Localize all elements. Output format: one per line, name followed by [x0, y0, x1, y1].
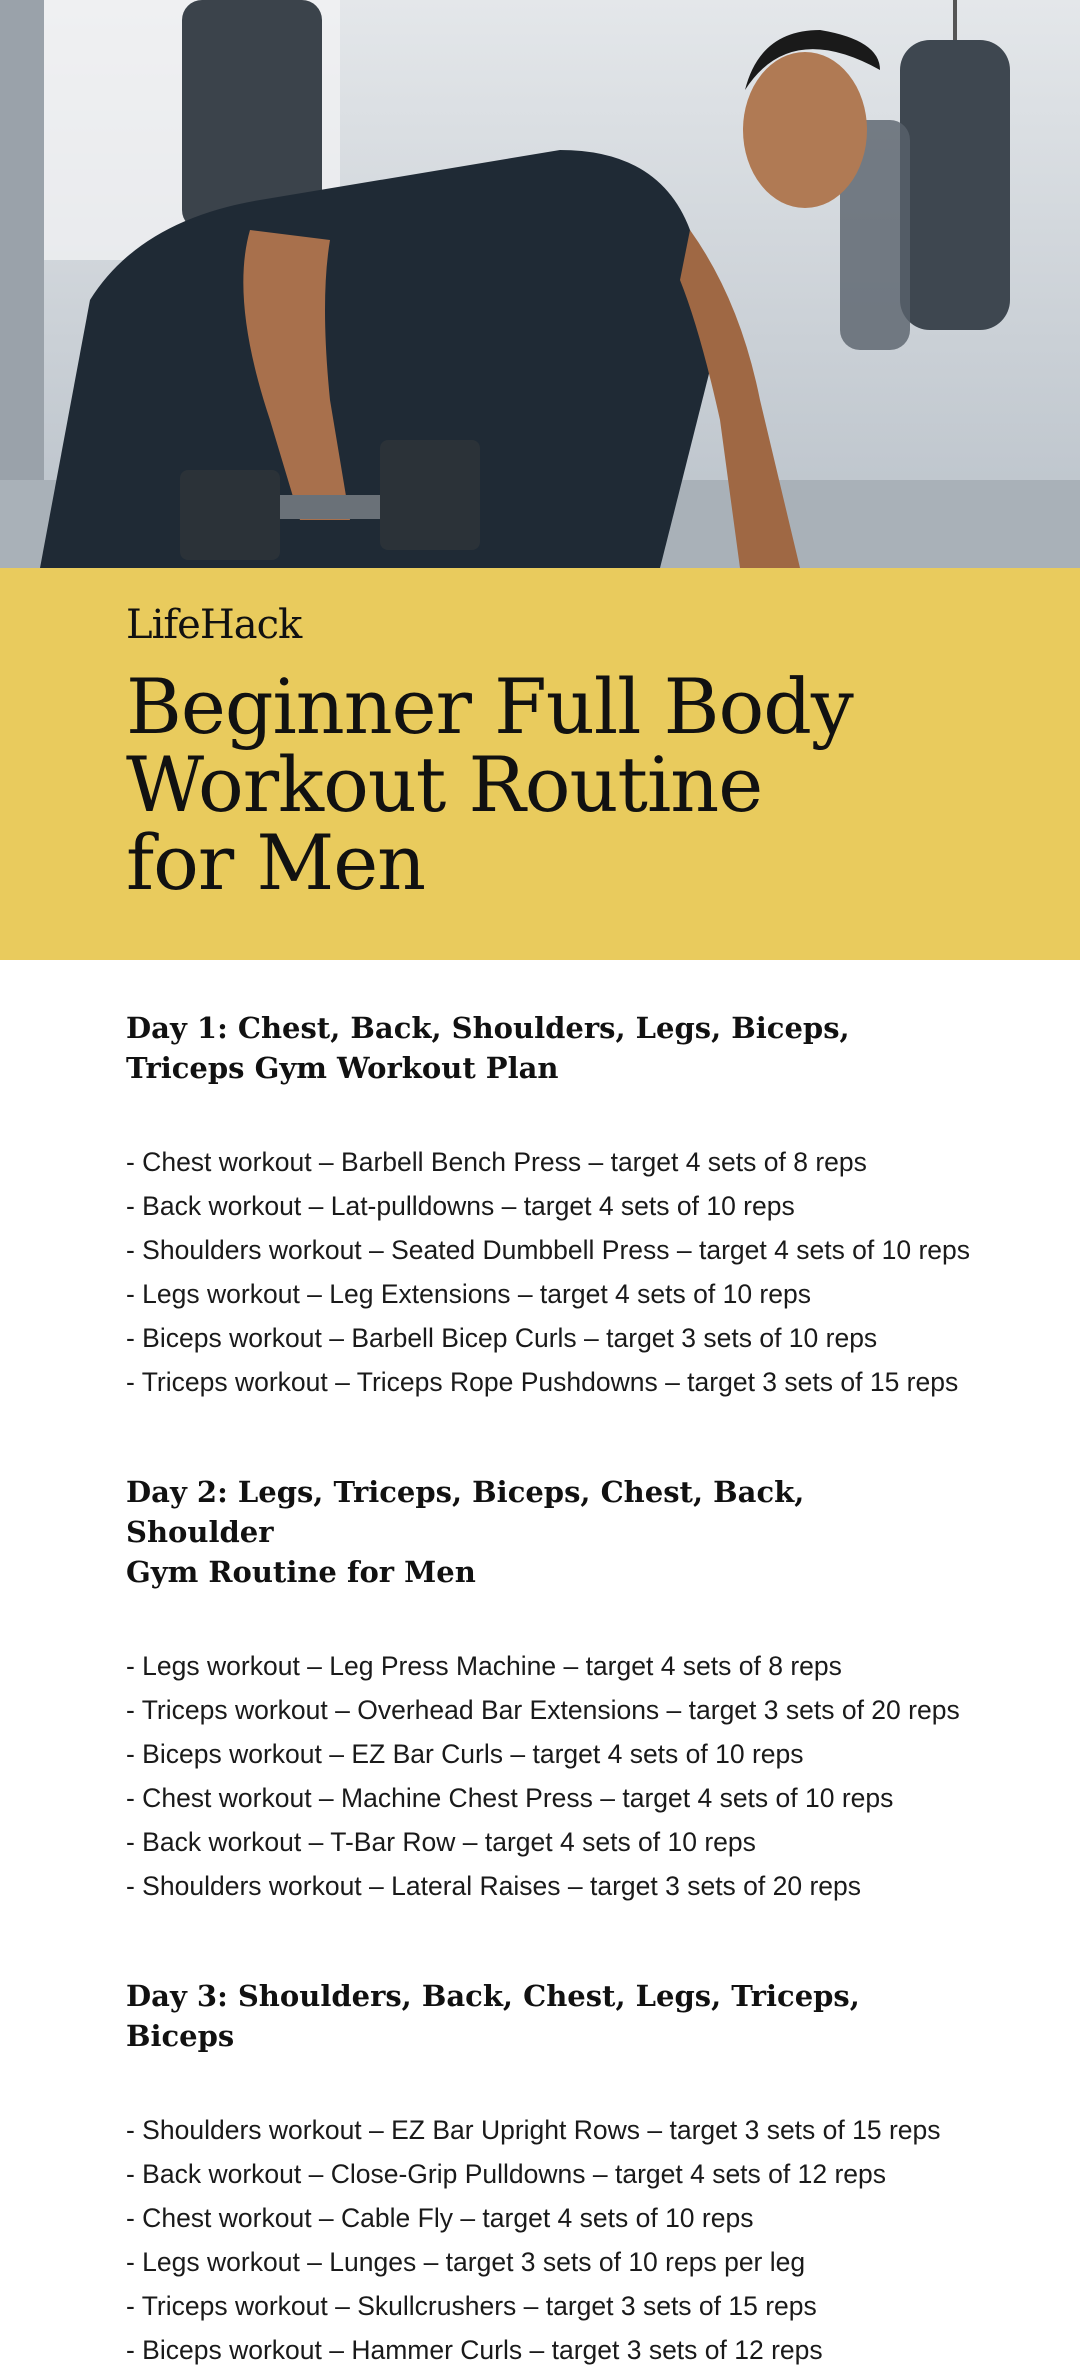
title-line: Beginner Full Body	[126, 662, 853, 751]
heading-line: Triceps Gym Workout Plan	[126, 1051, 559, 1085]
day-2-section	[126, 1472, 960, 1908]
hero-image	[0, 0, 1080, 568]
day-1-section	[126, 1008, 971, 1404]
title-line: for Men	[126, 818, 426, 907]
heading-line: Day 1: Chest, Back, Shoulders, Legs, Biceps,	[126, 1011, 850, 1045]
exercise-item: - Back workout – Close-Grip Pulldowns – target 4 sets of 12 reps	[126, 2159, 887, 2189]
day-3-section	[126, 1976, 954, 2372]
exercise-item: - Legs workout – Leg Extensions – target 4 sets of 10 reps	[126, 1279, 811, 1309]
day-1-exercise-list	[126, 1140, 971, 1404]
day-1-heading	[126, 1008, 886, 1088]
exercise-item: - Shoulders workout – Seated Dumbbell Press – target 4 sets of 10 reps	[126, 1235, 971, 1265]
exercise-item: - Triceps workout – Triceps Rope Pushdowns – target 3 sets of 15 reps	[126, 1367, 959, 1397]
exercise-item: - Back workout – Lat-pulldowns – target 4 sets of 10 reps	[126, 1191, 795, 1221]
day-2-heading	[126, 1472, 886, 1592]
exercise-item: - Shoulders workout – EZ Bar Upright Rows – target 3 sets of 15 reps	[126, 2115, 941, 2145]
heading-line: Gym Routine for Men	[126, 1555, 476, 1589]
exercise-item: - Chest workout – Barbell Bench Press – target 4 sets of 8 reps	[126, 1147, 867, 1177]
exercise-item: - Triceps workout – Overhead Bar Extensions – target 3 sets of 20 reps	[126, 1695, 960, 1725]
exercise-item: - Legs workout – Leg Press Machine – target 4 sets of 8 reps	[126, 1651, 842, 1681]
heading-line: Day 3: Shoulders, Back, Chest, Legs, Triceps, Biceps	[126, 1979, 860, 2053]
exercise-item: - Chest workout – Cable Fly – target 4 sets of 10 reps	[126, 2203, 754, 2233]
exercise-item: - Back workout – T-Bar Row – target 4 sets of 10 reps	[126, 1827, 756, 1857]
exercise-item: - Shoulders workout – Lateral Raises – target 3 sets of 20 reps	[126, 1871, 862, 1901]
exercise-item: - Biceps workout – Hammer Curls – target 3 sets of 12 reps	[126, 2335, 823, 2365]
workout-content	[0, 960, 971, 2372]
page-title	[126, 662, 1026, 907]
exercise-item: - Legs workout – Lunges – target 3 sets of 10 reps per leg	[126, 2247, 806, 2277]
gym-photo-illustration	[0, 0, 1080, 568]
exercise-item: - Biceps workout – Barbell Bicep Curls – target 3 sets of 10 reps	[126, 1323, 878, 1353]
heading-line: Day 2: Legs, Triceps, Biceps, Chest, Back, Shoulder	[126, 1475, 805, 1549]
lifehack-logo: LifeHack	[126, 602, 302, 648]
day-3-exercise-list	[126, 2108, 954, 2372]
day-3-heading	[126, 1976, 886, 2056]
title-line: Workout Routine	[126, 740, 763, 829]
day-2-exercise-list	[126, 1644, 960, 1908]
exercise-item: - Biceps workout – EZ Bar Curls – target 4 sets of 10 reps	[126, 1739, 804, 1769]
title-banner	[0, 568, 1080, 960]
exercise-item: - Chest workout – Machine Chest Press – target 4 sets of 10 reps	[126, 1783, 894, 1813]
exercise-item: - Triceps workout – Skullcrushers – target 3 sets of 15 reps	[126, 2291, 817, 2321]
